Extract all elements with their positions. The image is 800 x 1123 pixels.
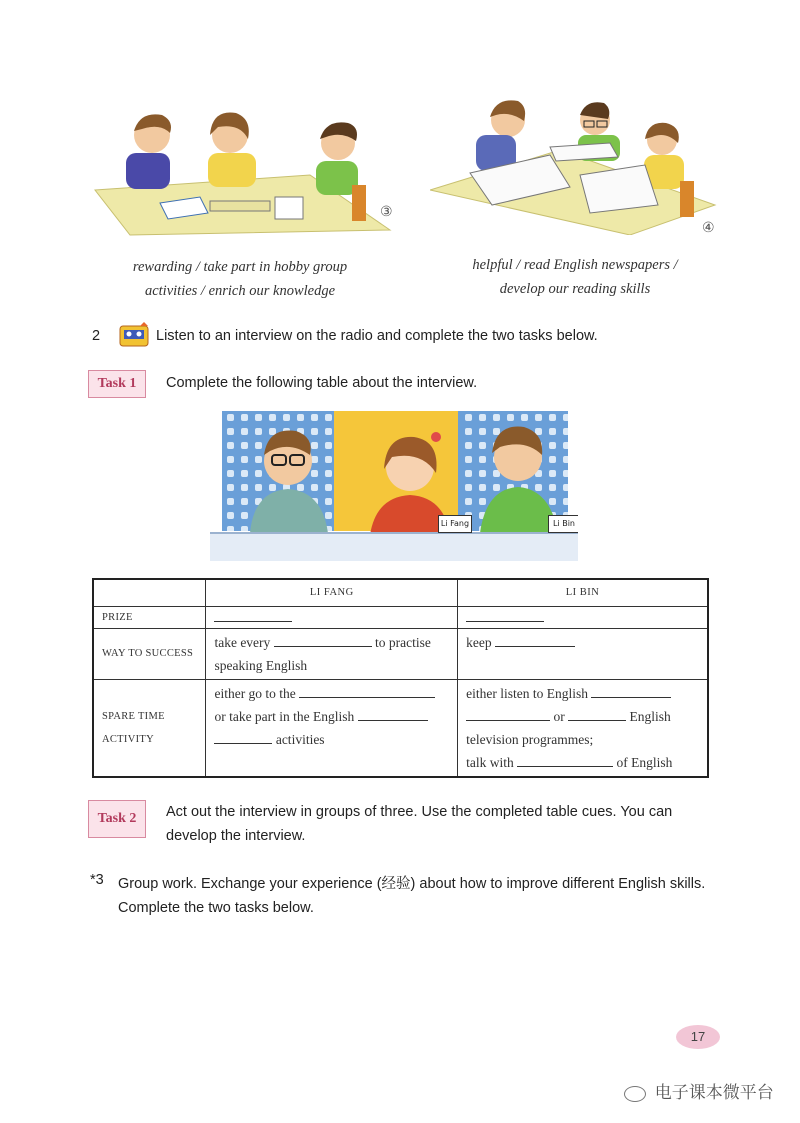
way-li-bin-text-a: keep	[466, 634, 492, 650]
caption-3	[100, 255, 380, 303]
header-li-bin: LI BIN	[458, 579, 708, 606]
spare-li-fang-line1	[214, 682, 449, 705]
caption-4-line2: develop our reading skills	[499, 281, 651, 297]
exercise-3-line1: Group work. Exchange your experience (经验) about how to improve different English skills.	[118, 876, 706, 892]
spare-li-fang-blank-3[interactable]	[214, 731, 272, 744]
prize-li-fang-cell	[206, 606, 458, 628]
row-label-prize: PRIZE	[93, 606, 206, 628]
spare-li-bin-text-3: television programmes;	[466, 731, 594, 747]
spare-li-bin-text-4a: talk with	[466, 754, 514, 770]
exercise-2-number: 2	[92, 328, 101, 344]
spare-li-fang-text-1: either go to the	[214, 685, 296, 701]
caption-4-line1: helpful / read English newspapers /	[472, 257, 678, 273]
illustration-reading-newspapers	[430, 95, 720, 235]
way-li-bin-blank[interactable]	[495, 634, 575, 647]
spare-li-fang-line3	[214, 728, 449, 751]
spare-li-bin-text-2b: English	[629, 708, 671, 724]
illustration-number-3: ③	[380, 205, 393, 220]
exercise-3-line2: Complete the two tasks below.	[118, 900, 314, 916]
row-label-spare-time-line2: ACTIVITY	[102, 733, 154, 745]
row-label-spare-time-line1: SPARE TIME	[102, 710, 165, 722]
spare-li-fang-line2	[214, 705, 449, 728]
table-row-way-to-success	[93, 628, 708, 679]
task-2-text	[166, 800, 672, 848]
row-label-way-to-success: WAY TO SUCCESS	[93, 628, 206, 679]
table-row-prize	[93, 606, 708, 628]
way-li-fang-text-b: to practise	[375, 634, 431, 650]
spare-li-bin-blank-2[interactable]	[466, 708, 550, 721]
task-2-line1: Act out the interview in groups of three. Use the completed table cues. You can	[166, 804, 673, 820]
way-li-fang-text-c: speaking English	[214, 657, 308, 673]
header-empty-cell	[93, 579, 206, 606]
task-2-label: Task 2	[88, 800, 146, 838]
task-2-line2: develop the interview.	[166, 828, 306, 844]
watermark	[624, 1078, 774, 1103]
table-row-spare-time	[93, 679, 708, 777]
spare-li-bin-line4	[466, 751, 699, 774]
prize-li-fang-blank[interactable]	[214, 609, 292, 622]
header-li-fang: LI FANG	[206, 579, 458, 606]
prize-li-bin-blank[interactable]	[466, 609, 544, 622]
spare-li-bin-blank-1[interactable]	[591, 685, 671, 698]
spare-li-bin-text-2: or	[553, 708, 565, 724]
name-tag-li-bin: Li Bin	[548, 515, 578, 533]
cassette-listening-icon	[118, 320, 152, 350]
exercise-3-text	[118, 872, 705, 920]
interview-illustration	[210, 411, 578, 561]
spare-li-bin-blank-4[interactable]	[517, 754, 613, 767]
task-1-label: Task 1	[88, 370, 146, 398]
prize-li-bin-cell	[458, 606, 708, 628]
watermark-text: 电子课本微平台	[654, 1083, 774, 1102]
spare-li-bin-line2	[466, 705, 699, 728]
spare-li-fang-cell	[206, 679, 458, 777]
spare-li-bin-blank-3[interactable]	[568, 708, 626, 721]
exercise-2-instruction: Listen to an interview on the radio and complete the two tasks below.	[156, 328, 598, 344]
way-li-fang-line1	[214, 631, 449, 654]
name-tag-li-fang: Li Fang	[438, 515, 472, 533]
row-label-spare-time	[93, 679, 206, 777]
spare-li-fang-text-2: or take part in the English	[214, 708, 355, 724]
spare-li-fang-blank-2[interactable]	[358, 708, 428, 721]
way-li-bin-cell	[458, 628, 708, 679]
spare-li-fang-blank-1[interactable]	[299, 685, 435, 698]
way-li-fang-text-a: take every	[214, 634, 271, 650]
caption-3-line2: activities / enrich our knowledge	[144, 283, 336, 299]
spare-li-bin-text-4b: of English	[616, 754, 673, 770]
illustration-hobby-group	[90, 105, 400, 240]
way-li-bin-line1	[466, 631, 699, 654]
illustration-number-4: ④	[702, 221, 715, 236]
page-number: 17	[676, 1025, 720, 1049]
spare-li-bin-cell	[458, 679, 708, 777]
way-li-fang-cell	[206, 628, 458, 679]
spare-li-fang-text-3: activities	[275, 731, 325, 747]
interview-table	[92, 578, 709, 778]
way-li-fang-blank[interactable]	[274, 634, 372, 647]
caption-4	[440, 253, 710, 301]
wechat-icon	[624, 1086, 646, 1102]
caption-3-line1: rewarding / take part in hobby group	[132, 259, 348, 275]
spare-li-bin-text-1: either listen to English	[466, 685, 588, 701]
exercise-3-number: *3	[90, 872, 104, 888]
table-header-row	[93, 579, 708, 606]
spare-li-bin-line1	[466, 682, 699, 705]
task-1-instruction: Complete the following table about the interview.	[166, 375, 478, 391]
